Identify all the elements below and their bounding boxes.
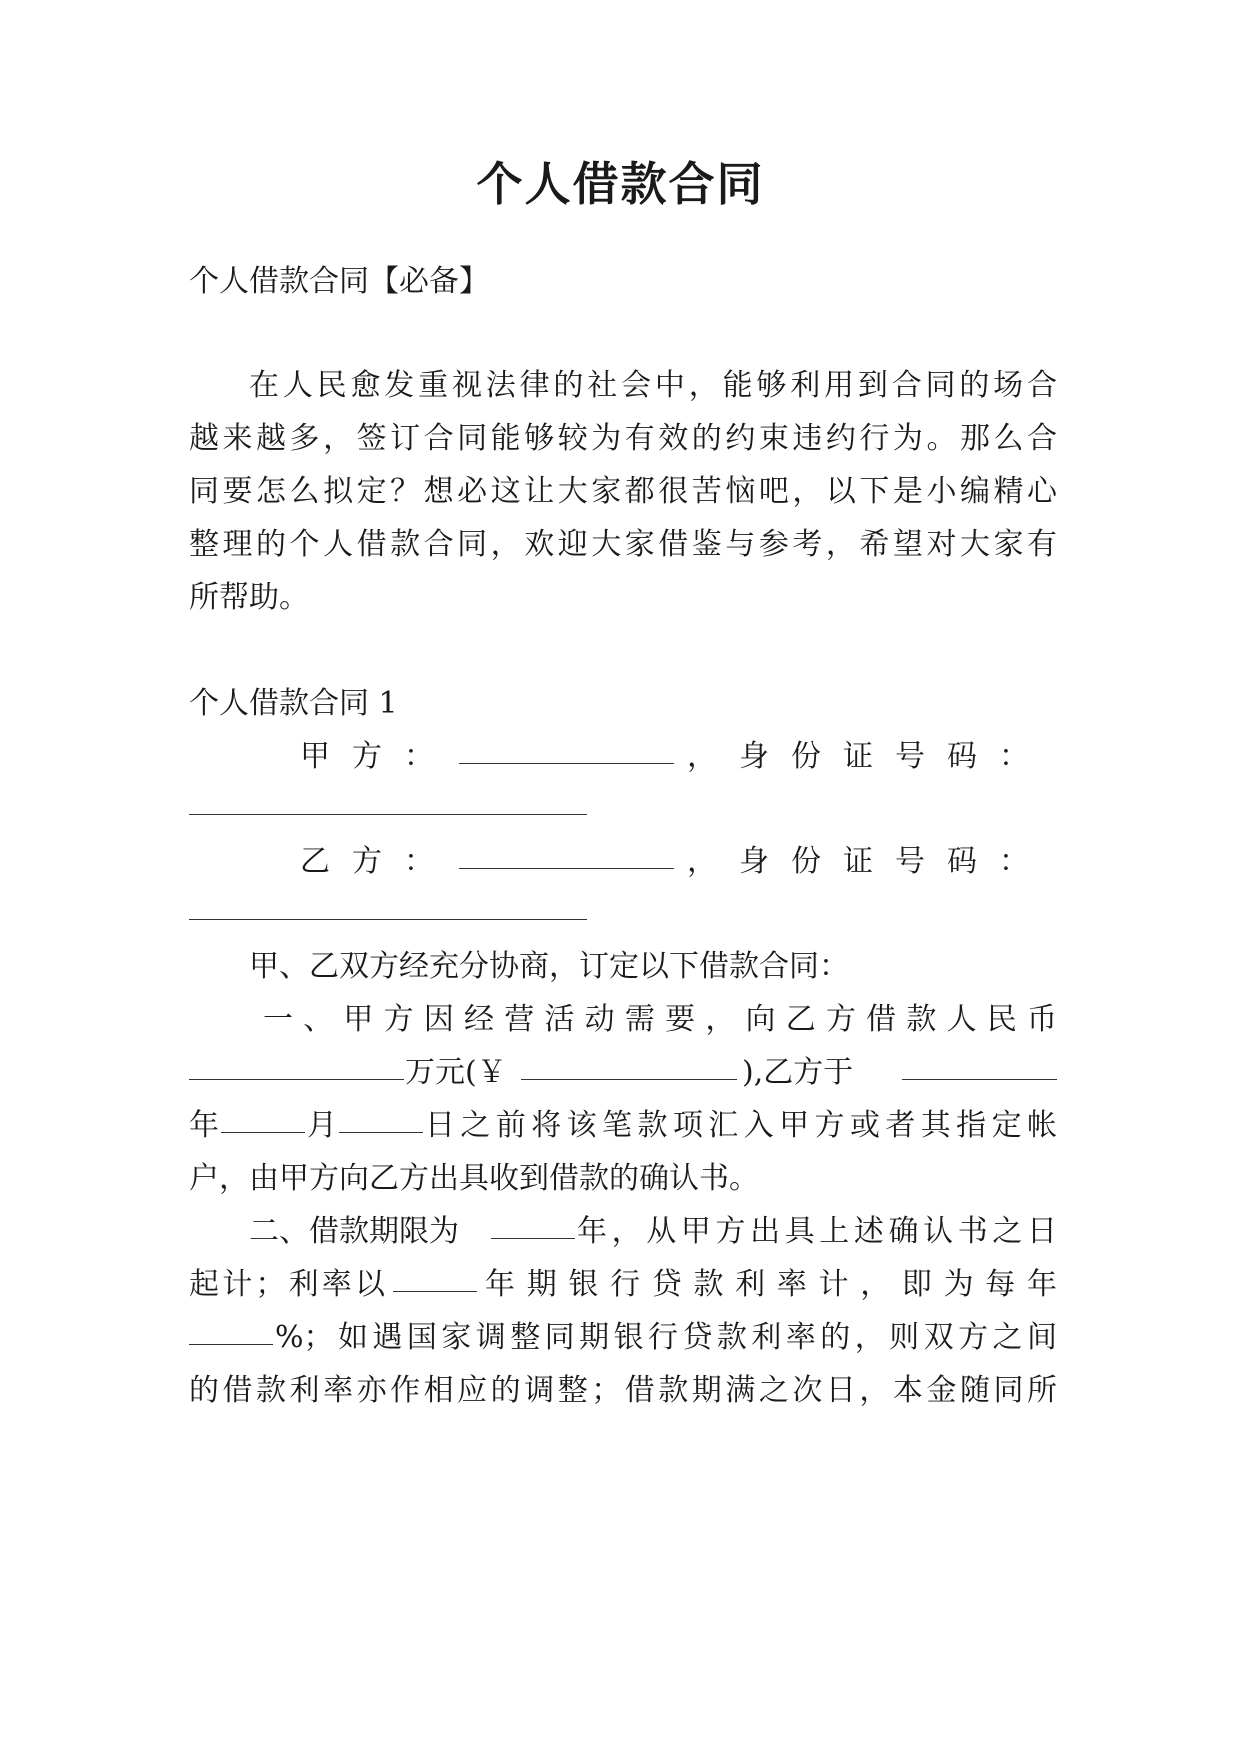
- document-subtitle: 个人借款合同【必备】: [189, 264, 489, 299]
- wan-yuan-text: 万元(￥: [405, 1055, 507, 1090]
- yi-fang-yu-text: ),乙方于: [742, 1055, 854, 1090]
- party-a-id-blank: [189, 814, 587, 815]
- rate-after-text: 年期银行贷款利率计，即为每年: [485, 1267, 1057, 1302]
- intro-line-5: 所帮助。: [189, 580, 309, 615]
- rate-percent-blank: [189, 1320, 273, 1345]
- agreement-intro: 甲、乙双方经充分协商，订定以下借款合同：: [249, 949, 849, 984]
- date-day-blank: [339, 1108, 423, 1133]
- document-title: 个人借款合同: [476, 157, 765, 211]
- term-text: 二、借款期限为: [249, 1214, 459, 1249]
- intro-line-1: 在人民愈发重视法律的社会中，能够利用到合同的场合: [249, 368, 1057, 403]
- intro-line-4: 整理的个人借款合同，欢迎大家借鉴与参考，希望对大家有: [189, 527, 1057, 562]
- party-a-id-label: ，身份证号码：: [687, 739, 1051, 774]
- date-month-blank: [221, 1108, 305, 1133]
- amount-yuan-blank: [521, 1055, 737, 1080]
- party-b-label: 乙方：: [300, 844, 456, 879]
- intro-line-2: 越来越多，签订合同能够较为有效的约束违约行为。那么合: [189, 421, 1057, 456]
- intro-line-3: 同要怎么拟定？想必这让大家都很苦恼吧，以下是小编精心: [189, 474, 1057, 509]
- year-text: 年: [189, 1108, 219, 1143]
- rate-start-text: 起计；利率以: [189, 1267, 385, 1302]
- clause1-line1: 一、甲方因经营活动需要，向乙方借款人民币: [263, 1002, 1057, 1037]
- clause2-line4: 的借款利率亦作相应的调整；借款期满之次日，本金随同所: [189, 1373, 1057, 1408]
- after-term-text: 年，从甲方出具上述确认书之日: [577, 1214, 1057, 1249]
- clause1-line4: 户，由甲方向乙方出具收到借款的确认书。: [189, 1161, 759, 1196]
- rate-years-blank: [393, 1267, 477, 1292]
- party-b-id-label: ，身份证号码：: [687, 844, 1051, 879]
- party-a-name-blank: [459, 739, 674, 764]
- section-heading: 个人借款合同 1: [189, 686, 398, 721]
- amount-wan-blank: [189, 1055, 404, 1080]
- party-b-name-blank: [459, 844, 674, 869]
- date-year-blank: [902, 1055, 1057, 1080]
- month-text: 月: [307, 1108, 337, 1143]
- party-a-label: 甲方：: [300, 739, 456, 774]
- day-text: 日之前将该笔款项汇入甲方或者其指定帐: [425, 1108, 1057, 1143]
- term-years-blank: [491, 1214, 575, 1239]
- party-b-id-blank: [189, 919, 587, 920]
- percent-text: %；如遇国家调整同期银行贷款利率的，则双方之间: [275, 1320, 1057, 1355]
